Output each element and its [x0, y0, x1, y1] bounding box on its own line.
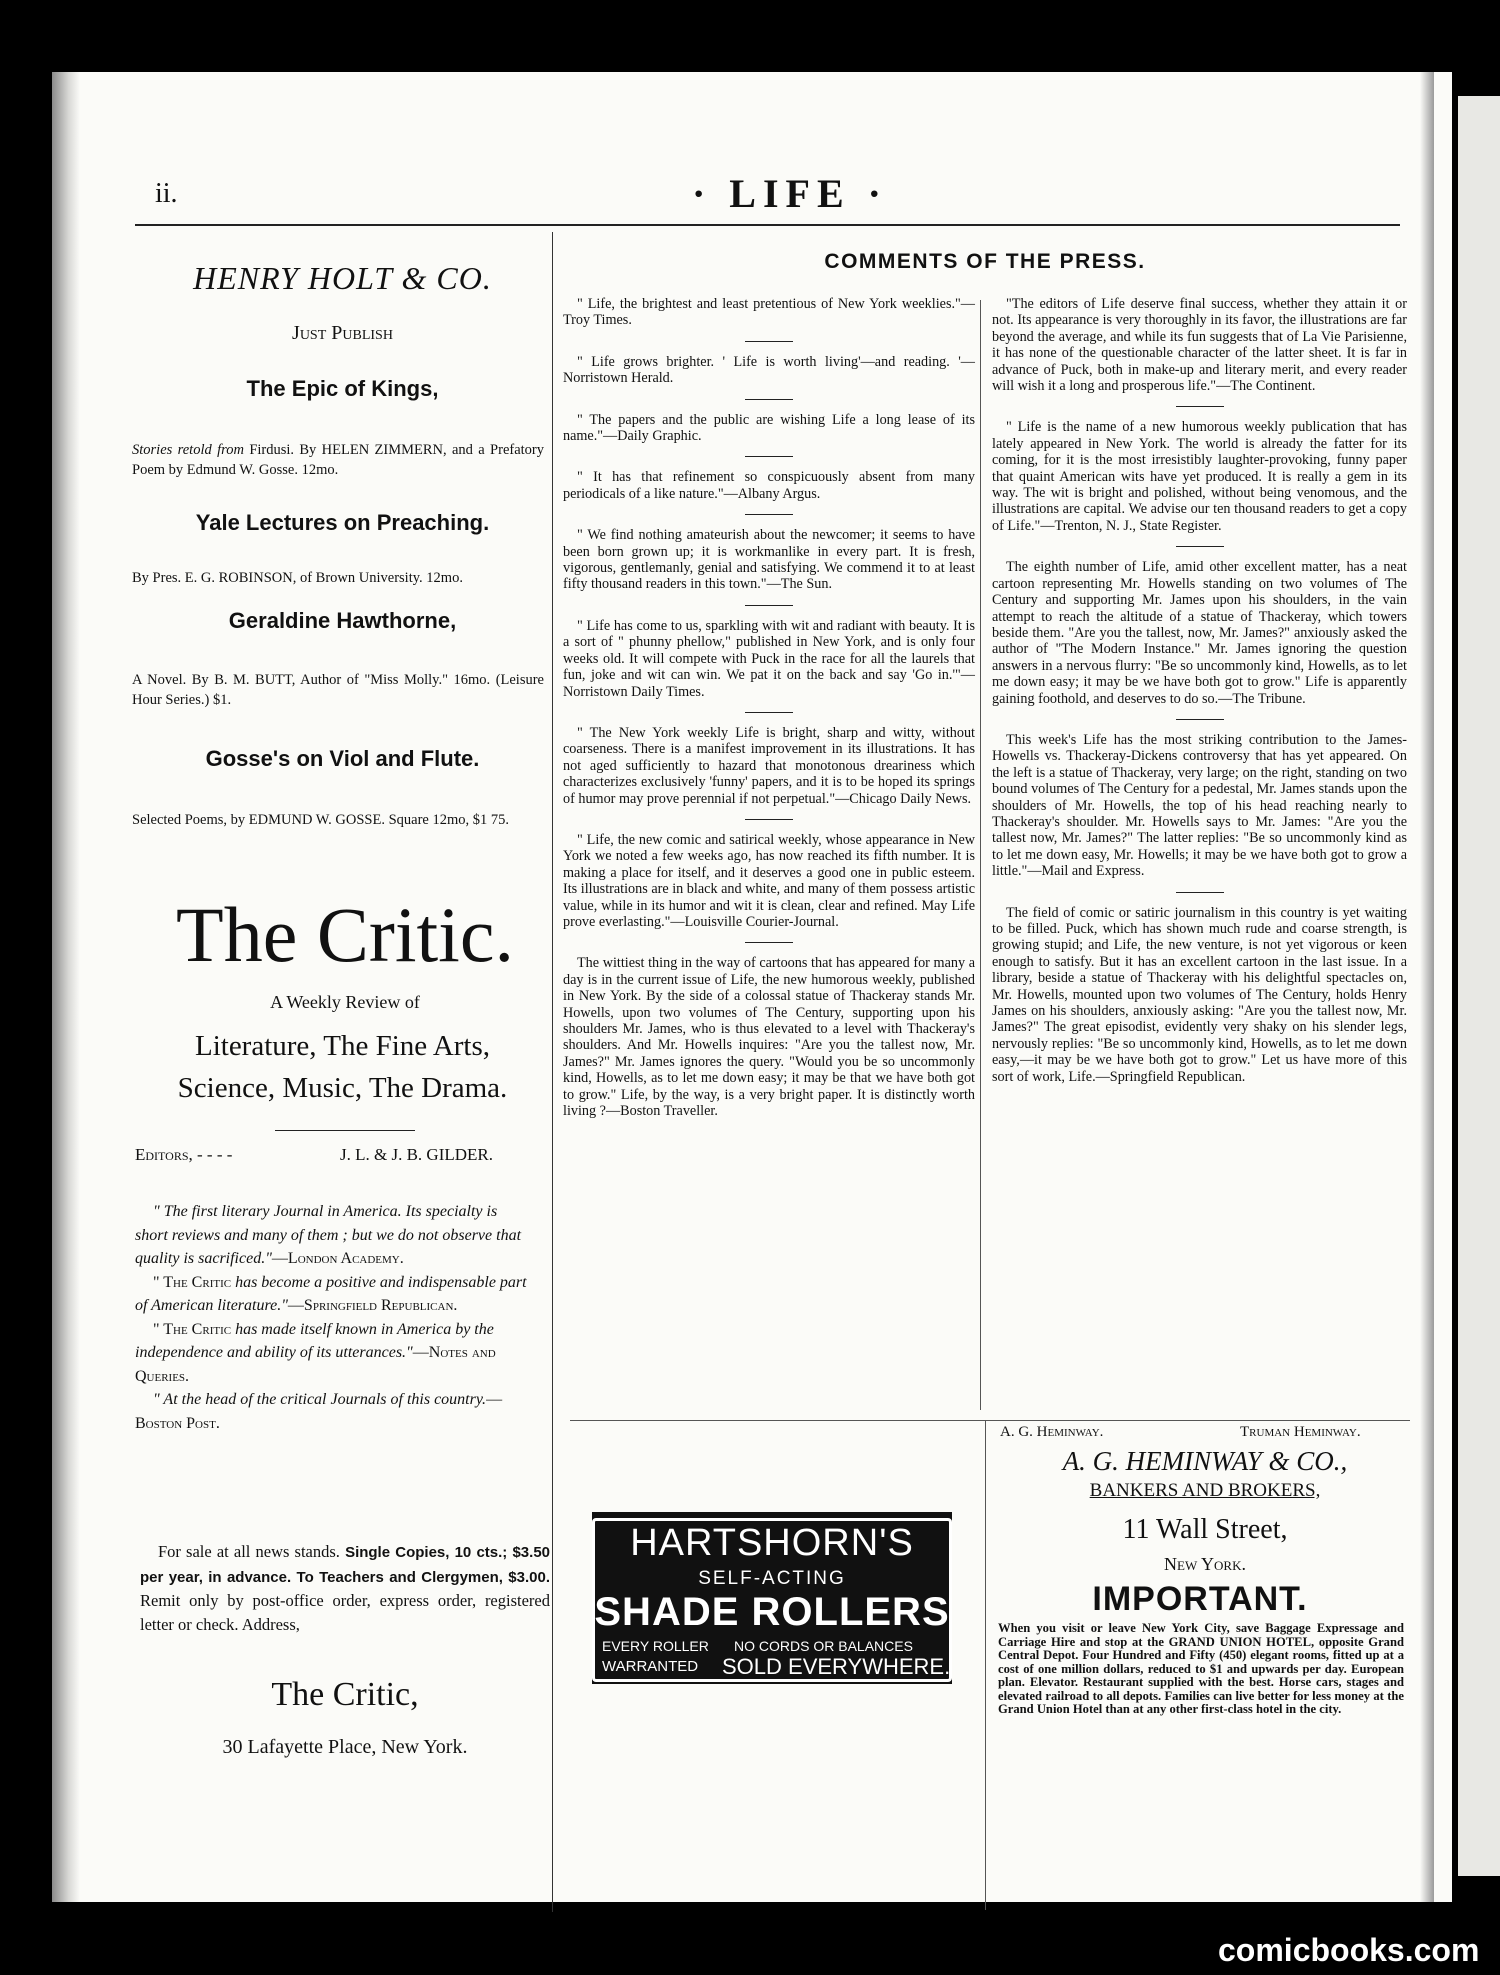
critic-quote-2-start: " The Critic	[153, 1273, 232, 1291]
critic-quote-4-src: —Boston Post.	[135, 1391, 503, 1432]
book-title-epic: The Epic of Kings,	[246, 376, 439, 401]
hartshorn-warranted: WARRANTED	[602, 1658, 699, 1675]
press-comment: " Life grows brighter. ' Life is worth living'—and reading. '—Norristown Herald.	[563, 353, 975, 387]
critic-sale-2: Single Copies, 10 cts.; $3.50 per year, in advance. To Teachers and Clergymen, $3.00.	[140, 1544, 551, 1586]
press-divider	[745, 341, 793, 342]
hartshorn-sold: SOLD EVERYWHERE.	[722, 1654, 951, 1679]
critic-sale-1: For sale at all news stands.	[158, 1542, 340, 1561]
press-divider	[1176, 546, 1224, 547]
heminway-street: 11 Wall Street,	[1122, 1514, 1288, 1545]
press-comment: " Life, the new comic and satirical weekly, whose appearance in New York we noted a few weeks ago, has now reached its fifth number. It is making a place for itself, and it deserves a good one in public esteem. Its illustrations are in black and white, and many of them possess artistic value, while in its humor and wit it is clean, clear and refined. May Life prove everlasting."—Louisville Courier-Journal.	[563, 831, 975, 930]
press-divider	[745, 605, 793, 606]
page-spine-shadow	[52, 72, 80, 1902]
press-column-2	[992, 296, 1407, 1085]
critic-subjects-1: Literature, The Fine Arts,	[194, 1030, 491, 1062]
press-comment: The field of comic or satiric journalism in this country is yet waiting to be filled. Puck, which has shown much rude and coarse strength, is growing stupid; and Life, the new venture, is not yet vigorous or keen enough to satisfy. But it has an excellent cartoon in the last issue. In a library, beside a statue of Thackeray with his delightful spectacles on, Mr. Howells, mounted upon two volumes of The Century, holds Henry James on his shoulders, anxiously asking: "Are you the tallest now, Mr. James?" The great episodist, evidently very shaky on his slender legs, nervously replies: "Be so uncommonly kind, Howells, as to let me down easy,—it may be we have both got to grow." Let us have more of this sort of work, Life.—Springfield Republican.	[992, 904, 1407, 1085]
hartshorn-ad	[592, 1512, 952, 1684]
page-number: ii.	[155, 178, 178, 209]
book-desc-yale: By Pres. E. G. ROBINSON, of Brown University. 12mo.	[132, 570, 463, 586]
critic-sale-3: Remit only by post-office order, express order, registered letter or check. Address,	[140, 1591, 550, 1634]
press-comment: " The papers and the public are wishing Life a long lease of its name."—Daily Graphic.	[563, 411, 975, 445]
press-comment: " Life is the name of a new humorous weekly publication that has lately appeared in New York. The world is already the fatter for its coming, for it is the most irresistibly laughter-provoking, funny paper that quaint American wits have yet produced. It is really a gem in its way. The wit is bright and polished, without being venomous, and the illustrations are capital. We advise our ten thousand readers to get a copy of Life."—Trenton, N. J., State Register.	[992, 419, 1407, 534]
book-desc-epic	[132, 440, 544, 480]
critic-quote-1: " The first literary Journal in America. Its specialty is short reviews and many of them ; but we do not observe that quality is sacrificed."	[135, 1203, 522, 1267]
press-divider	[745, 819, 793, 820]
book-desc-geraldine: A Novel. By B. M. BUTT, Author of "Miss Molly." 16mo. (Leisure Hour Series.) $1.	[132, 672, 544, 708]
press-divider	[1176, 406, 1224, 407]
press-column-divider	[980, 300, 981, 1410]
critic-quote-3: has made itself known in America by the independence and ability of its utterances."	[135, 1320, 494, 1361]
critic-editors-names: J. L. & J. B. GILDER.	[340, 1145, 493, 1164]
heminway-name-right: Truman Heminway.	[1240, 1424, 1361, 1440]
critic-title: The Critic.	[176, 891, 514, 978]
page-edge-shadow	[1420, 72, 1434, 1902]
critic-address-name: The Critic,	[271, 1676, 419, 1713]
header-rule	[135, 224, 1400, 226]
press-comment: The eighth number of Life, amid other excellent matter, has a neat cartoon representing Mr. Howells standing on two volumes of The Century and supporting Mr. James upon his shoulders, in the vain attempt to reach the altitude of a statue of Thackeray, which towers beside them. "Are you the tallest, now, Mr. James?" anxiously asked the author of "The Modern Instance." Mr. James ignoring the question answers in a nervous flurry: "Be so uncommonly kind, Howells, as to let me down easy; it may be we have both got to grow." Life is apparently gaining foothold, and deserves to do so.—The Tribune.	[992, 559, 1407, 707]
ads-divider	[985, 1420, 986, 1910]
critic-subjects-2: Science, Music, The Drama.	[177, 1072, 508, 1104]
press-divider	[745, 942, 793, 943]
hartshorn-name: HARTSHORN'S	[630, 1522, 914, 1564]
press-title: COMMENTS OF THE PRESS.	[824, 250, 1146, 273]
press-comment: "The editors of Life deserve final success, whether they attain it or not. Its appearance is very thoroughly in its favor, the illustrations are far beyond the average, and while its fun suggests that of La Vie Parisienne, it has none of the questionable character of the latter sheet. It is far in advance of Puck, both in make-up and literary merit, and every reader will wish it a long and prosperous life."—The Continent.	[992, 296, 1407, 395]
critic-quotes	[135, 1200, 530, 1435]
critic-quote-1-src: —London Academy.	[271, 1250, 404, 1267]
press-comment: " It has that refinement so conspicuously absent from many periodicals of a like nature."—Albany Argus.	[563, 469, 975, 502]
book-desc-gosse: Selected Poems, by EDMUND W. GOSSE. Square 12mo, $1 75.	[132, 812, 509, 828]
critic-editors-label: Editors, - - - -	[135, 1145, 233, 1164]
hotel-title: IMPORTANT.	[1092, 1580, 1308, 1618]
book-title-gosse: Gosse's on Viol and Flute.	[205, 746, 480, 771]
heminway-city: New York.	[1164, 1554, 1246, 1574]
critic-quote-2: has become a positive and indispensable part of American literature."	[135, 1273, 527, 1314]
critic-address: 30 Lafayette Place, New York.	[222, 1736, 468, 1758]
critic-subtitle: A Weekly Review of	[270, 992, 420, 1012]
press-divider	[745, 712, 793, 713]
watermark: comicbooks.com	[1218, 1932, 1480, 1968]
press-comment: " Life, the brightest and least pretentious of New York weeklies."—Troy Times.	[563, 296, 975, 329]
next-page-edge	[1458, 96, 1500, 1876]
press-divider	[745, 514, 793, 515]
book-title-yale: Yale Lectures on Preaching.	[195, 510, 490, 535]
heminway-firm: A. G. HEMINWAY & CO.,	[1062, 1446, 1348, 1476]
heminway-name-left: A. G. Heminway.	[1000, 1424, 1104, 1440]
press-divider	[745, 456, 793, 457]
critic-quote-3-start: " The Critic	[153, 1320, 232, 1338]
press-comment: " Life has come to us, sparkling with wit and radiant with beauty. It is a sort of " phunny phellow," published in New York, and is only four weeks old. It will compete with Puck in the race for all the laurels that fun, joke and wit can win. We pat it on the back and say 'Go in.'"—Norristown Daily Times.	[563, 617, 975, 700]
hotel-body: When you visit or leave New York City, save Baggage Expressage and Carriage Hire and stop at the GRAND UNION HOTEL, opposite Grand Central Depot. Four Hundred and Fifty (450) elegant rooms, fitted up at a cost of one million dollars, reduced to $1 and upwards per day. European plan. Elevator. Restaurant supplied with the best. Horse cars, stages and elevated railroad to all depots. Families can live better for less money at the Grand Union Hotel than at any other first-class hotel in the city.	[998, 1621, 1404, 1716]
press-divider	[1176, 892, 1224, 893]
press-column-1	[563, 296, 975, 1119]
holt-publisher: HENRY HOLT & CO.	[193, 260, 492, 296]
critic-quote-4: " At the head of the critical Journals of this country.	[153, 1391, 487, 1408]
press-comment: The wittiest thing in the way of cartoons that has appeared for many a day is in the current issue of Life, the new humorous weekly, published in New York. By the side of a colossal statue of Thackeray stands Mr. Howells, upon two volumes of The Century, supporting upon his shoulders Mr. James, who is thus elevated to a level with Thackeray's shoulders. And Mr. Howells inquires: "Are you the tallest now, Mr. James?" Mr. James ignores the query. "Would you be so uncommonly kind, Howells, as to let me down easy; it may be that we have both got to grow." Life, by the way, is a very bright paper. It is distinctly worth living ?—Boston Traveller.	[563, 955, 975, 1120]
book-desc-epic-rest: Firdusi. By HELEN ZIMMERN, and a Prefatory Poem by Edmund W. Gosse. 12mo.	[132, 442, 545, 478]
holt-just-publish: Just Publish	[292, 322, 393, 344]
critic-quote-3-src: —Notes and Queries.	[135, 1344, 496, 1385]
critic-quote-2-src: —Springfield Republican.	[287, 1297, 458, 1314]
critic-sale	[140, 1540, 550, 1636]
press-comment: This week's Life has the most striking contribution to the James-Howells vs. Thackeray-Dickens controversy that has yet appeared. On the left is a statue of Thackeray, very large; on the right, standing on two bound volumes of The Century for a pedestal, Mr. James stands upon the shoulders of Mr. Howells, the top of his head reaching nearly to Thackeray's shoulder. Mr. Howells says to Mr. James: "Are you the tallest now, Mr. James?" The latter replies: "Be so uncommonly kind as to let me down easy, Mr. Howells; it may be we have both got to grow a little."—Mail and Express.	[992, 731, 1407, 880]
press-divider	[745, 399, 793, 400]
hartshorn-self-acting: SELF-ACTING	[698, 1568, 846, 1589]
hartshorn-border	[592, 1518, 952, 1682]
ads-rule	[570, 1420, 1410, 1421]
press-divider	[1176, 719, 1224, 720]
hartshorn-every-roller: EVERY ROLLER	[602, 1638, 709, 1654]
hartshorn-no-cords: NO CORDS OR BALANCES	[734, 1638, 913, 1654]
book-title-geraldine: Geraldine Hawthorne,	[228, 608, 457, 633]
hartshorn-shade-rollers: SHADE ROLLERS	[594, 1590, 950, 1634]
critic-rule	[275, 1130, 415, 1131]
press-comment: " We find nothing amateurish about the newcomer; it seems to have been born grown up; it is workmanlike in every part. It is fresh, vigorous, gentlemanly, genial and satisfying. We commend it to at least fifty thousand readers in this town."—The Sun.	[563, 527, 975, 593]
press-comment: " The New York weekly Life is bright, sharp and witty, without coarseness. There is a manifest improvement in its illustrations. It has not aged sufficiently to hazard that monotonous dreariness which characterizes exclusively 'funny' papers, and it is to be hoped its springs of humor may prove perennial if not perpetual."—Chicago Daily News.	[563, 724, 975, 807]
masthead: · LIFE ·	[691, 171, 889, 216]
book-desc-epic-italic: Stories retold from	[132, 442, 244, 458]
heminway-business: BANKERS AND BROKERS,	[1089, 1480, 1321, 1501]
